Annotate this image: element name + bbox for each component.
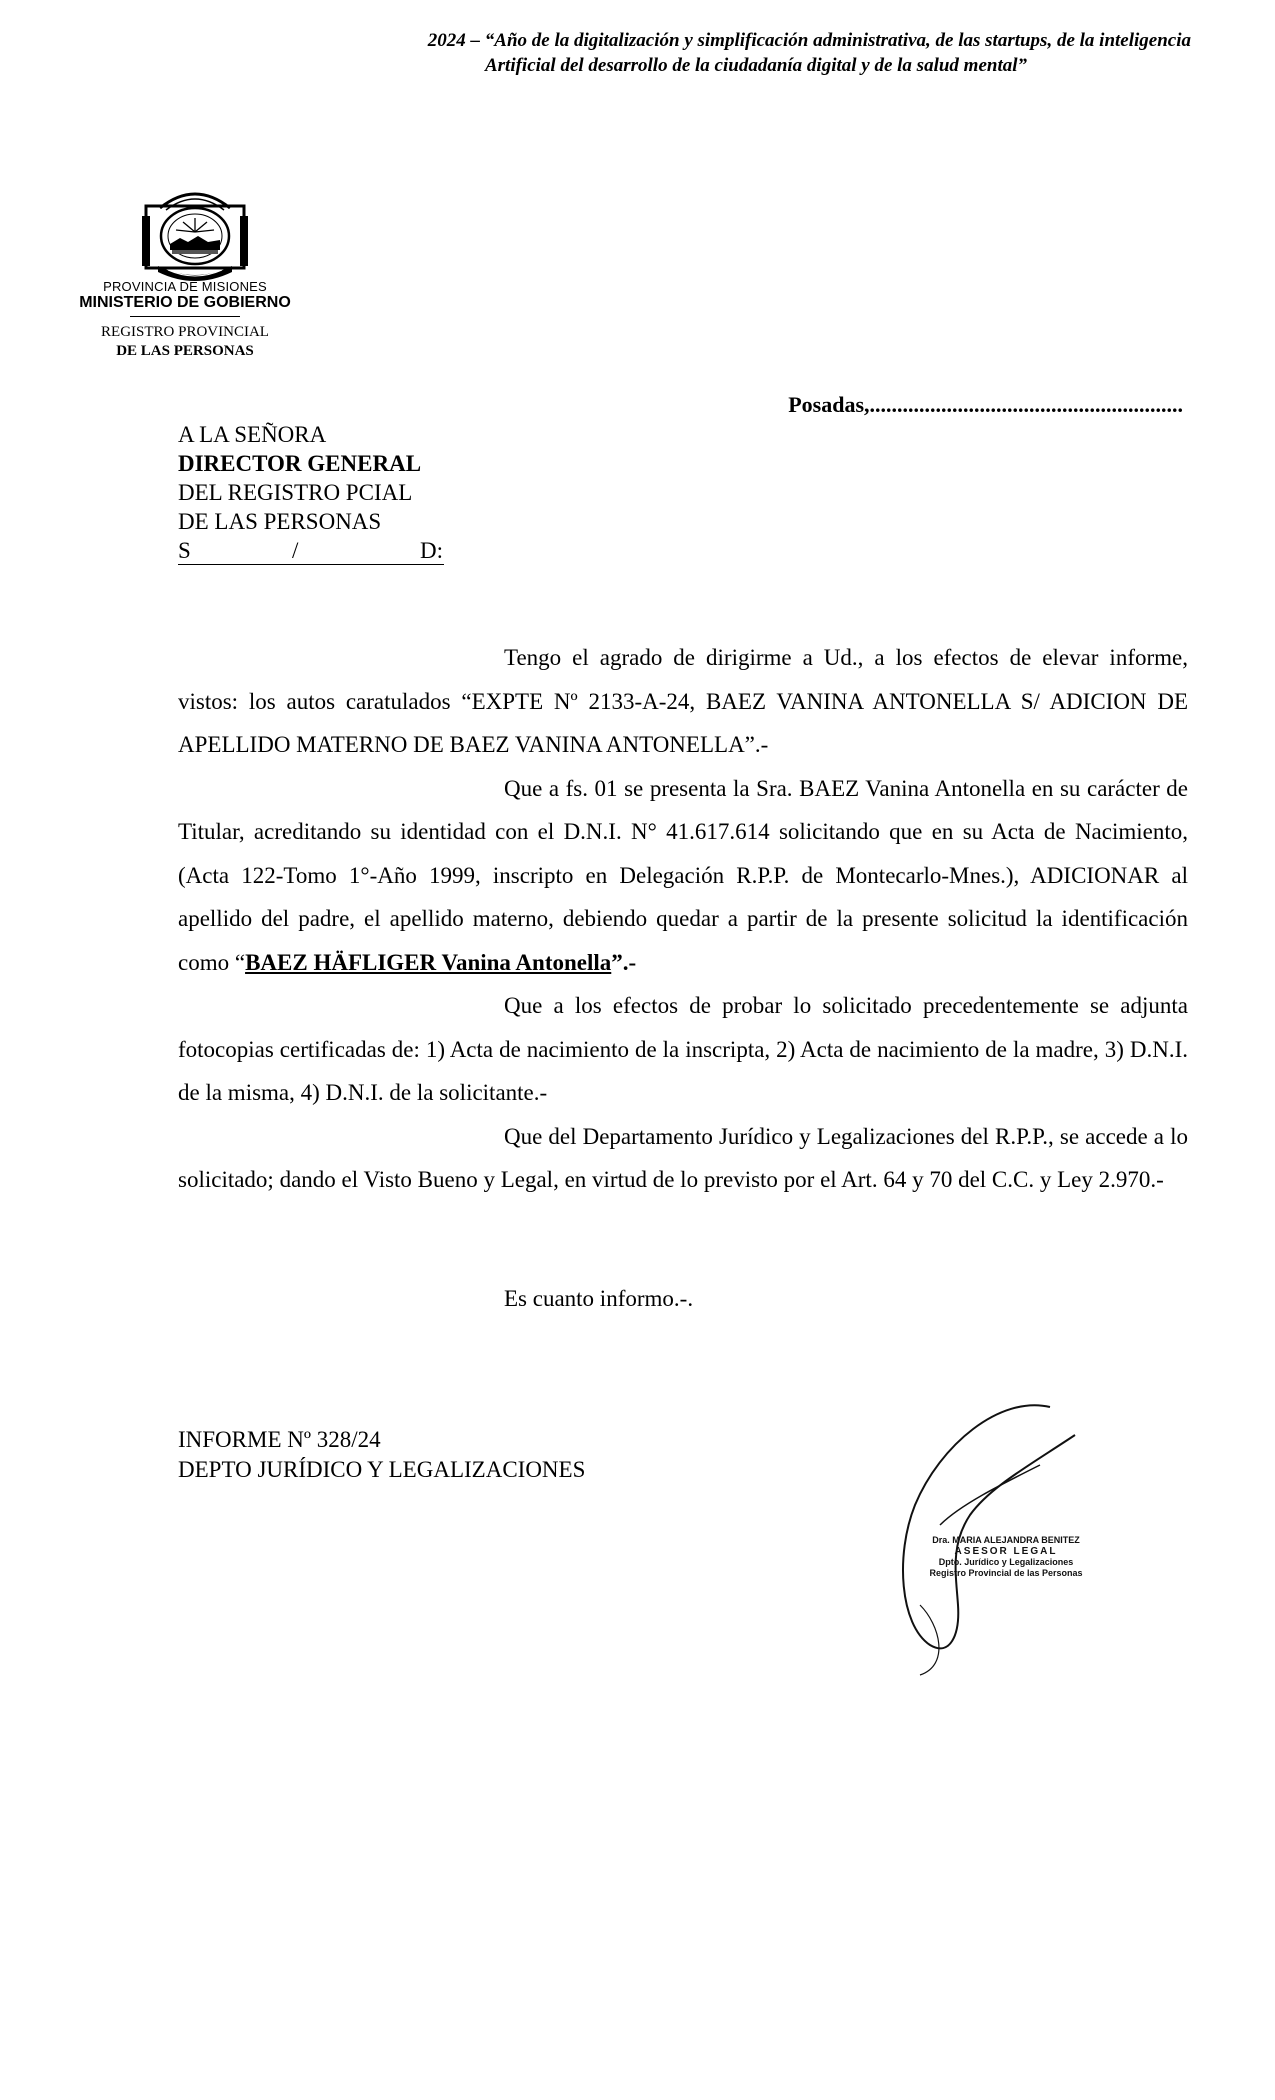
province-crest-logo bbox=[140, 186, 250, 286]
addressee-line-1: A LA SEÑORA bbox=[178, 422, 327, 447]
addressee-line-3: DEL REGISTRO PCIAL bbox=[178, 480, 413, 505]
document-body bbox=[178, 636, 1188, 1202]
report-number: INFORME Nº 328/24 bbox=[178, 1427, 381, 1452]
sd-s: S bbox=[178, 538, 191, 563]
official-stamp bbox=[916, 1535, 1096, 1579]
ministry-name: MINISTERIO DE GOBIERNO bbox=[79, 294, 291, 311]
motto-line-2: Artificial del desarrollo de la ciudadanía digital y de la salud mental” bbox=[484, 55, 1028, 76]
sd-slash: / bbox=[292, 538, 299, 563]
motto-line-1: 2024 – “Año de la digitalización y simplificación administrativa, de las startups, de la inteligencia bbox=[427, 30, 1191, 51]
paragraph-2 bbox=[178, 767, 1188, 985]
stamp-line-3: Dpto. Jurídico y Legalizaciones bbox=[938, 1557, 1074, 1567]
province-name: PROVINCIA DE MISIONES bbox=[103, 279, 267, 294]
paragraph-1: Tengo el agrado de dirigirme a Ud., a los efectos de elevar informe, vistos: los autos caratulados “EXPTE Nº 2133-A-24, BAEZ VANINA ANTONELLA S/ ADICION DE APELLIDO MATERNO DE BAEZ VANINA ANTONELLA”.- bbox=[178, 645, 1188, 757]
report-department: DEPTO JURÍDICO Y LEGALIZACIONES bbox=[178, 1457, 586, 1482]
addressee-line-4: DE LAS PERSONAS bbox=[178, 509, 382, 534]
stamp-line-1: Dra. MARIA ALEJANDRA BENITEZ bbox=[932, 1535, 1080, 1545]
paragraph-4: Que del Departamento Jurídico y Legalizaciones del R.P.P., se accede a lo solicitado; dando el Visto Bueno y Legal, en virtud de lo previsto por el Art. 64 y 70 del C.C. y Ley 2.970.- bbox=[178, 1123, 1188, 1192]
registry-line-1: REGISTRO PROVINCIAL bbox=[101, 324, 269, 340]
report-info bbox=[178, 1425, 585, 1485]
stamp-line-4: Registro Provincial de las Personas bbox=[929, 1568, 1083, 1578]
sd-line bbox=[178, 536, 444, 565]
sd-d: D: bbox=[420, 538, 443, 563]
closing-line: Es cuanto informo.-. bbox=[504, 1286, 694, 1311]
paragraph-3: Que a los efectos de probar lo solicitado precedentemente se adjunta fotocopias certificadas de: 1) Acta de nacimiento de la inscripta, 2) Acta de nacimiento de la madre, 3) D.N.I. de la misma, 4) D.N.I. de la solicitante.- bbox=[178, 993, 1188, 1105]
date-line: Posadas,......................................................... bbox=[788, 392, 1183, 417]
divider bbox=[130, 316, 240, 317]
addressee-line-2: DIRECTOR GENERAL bbox=[178, 451, 422, 476]
institution-block bbox=[70, 280, 300, 361]
paragraph-2-end: ”.- bbox=[611, 949, 637, 975]
header-motto bbox=[131, 28, 1191, 78]
new-name: BAEZ HÄFLIGER Vanina Antonella bbox=[245, 949, 612, 975]
registry-line-2: DE LAS PERSONAS bbox=[116, 343, 254, 359]
stamp-line-2: ASESOR LEGAL bbox=[954, 1546, 1058, 1557]
addressee-block bbox=[178, 420, 444, 565]
paragraph-2-text: Que a fs. 01 se presenta la Sra. BAEZ Vanina Antonella en su carácter de Titular, acreditando su identidad con el D.N.I. N° 41.617.614 solicitando que en su Acta de Nacimiento, (Acta 122-Tomo 1°-Año 1999, inscripto en Delegación R.P.P. de Montecarlo-Mnes.), ADICIONAR al apellido del padre, el apellido materno, debiendo quedar a partir de la presente solicitud la identificación como “ bbox=[178, 775, 1188, 975]
